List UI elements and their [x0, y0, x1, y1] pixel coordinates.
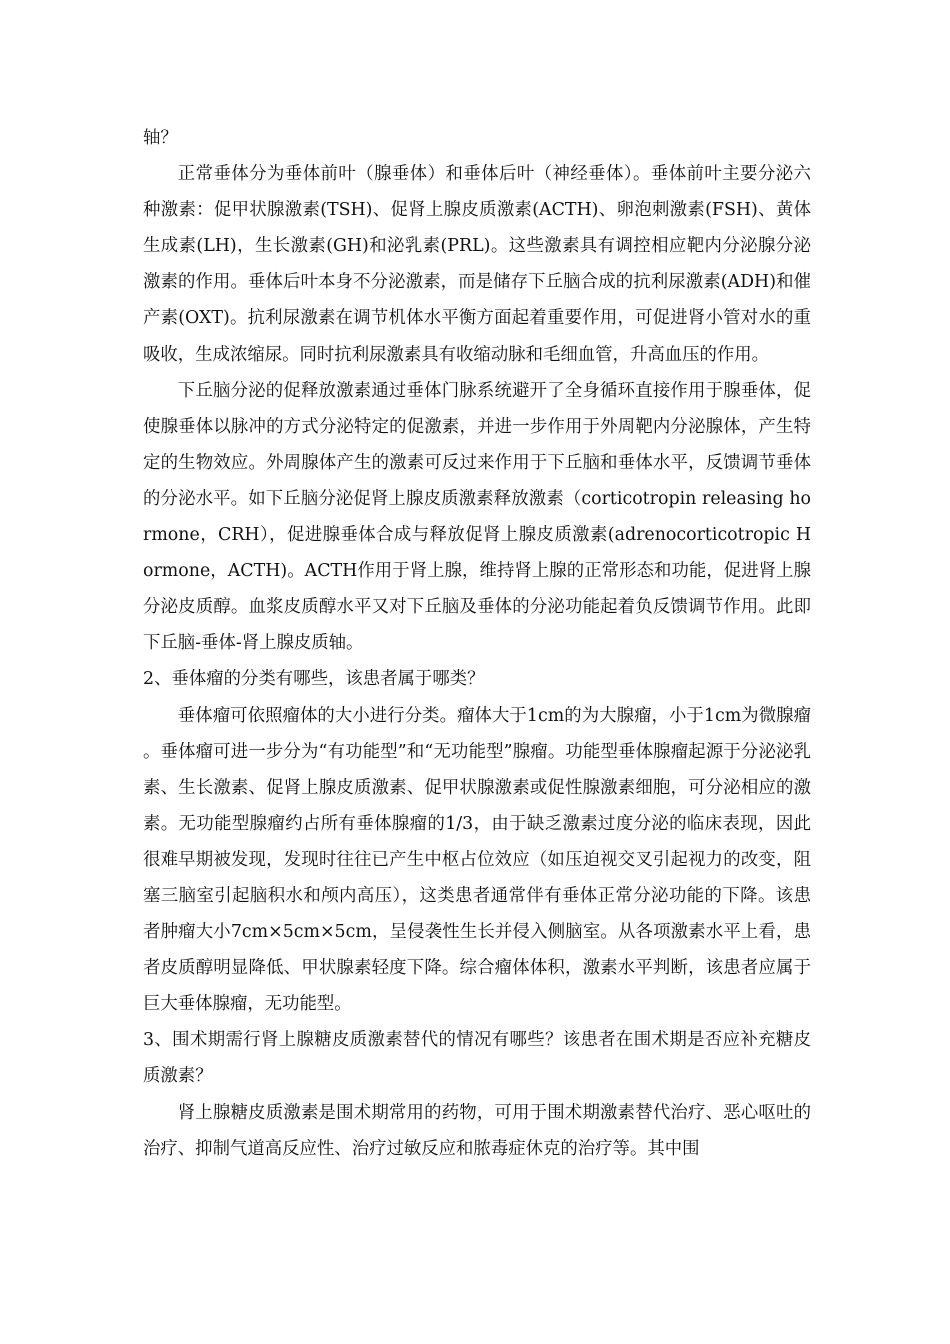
paragraph-glucocorticoids: 肾上腺糖皮质激素是围术期常用的药物，可用于围术期激素替代治疗、恶心呕吐的治疗、抑制气道高反应性、治疗过敏反应和脓毒症休克的治疗等。其中围	[143, 1102, 811, 1159]
paragraph-pituitary-hormones: 正常垂体分为垂体前叶（腺垂体）和垂体后叶（神经垂体）。垂体前叶主要分泌六种激素：促甲状腺激素(TSH)、促肾上腺皮质激素(ACTH)、卵泡刺激素(FSH)、黄体生成素(LH)，生长激素(GH)和泌乳素(PRL)。这些激素具有调控相应靶内分泌腺分泌激素的作用。垂体后叶本身不分泌激素，而是储存下丘脑合成的抗利尿激素(ADH)和催产素(OXT)。抗利尿激素在调节机体水平衡方面起着重要作用，可促进肾小管对水的重吸收，生成浓缩尿。同时抗利尿激素具有收缩动脉和毛细血管，升高血压的作用。	[143, 164, 811, 365]
question-heading-3: 3、围术期需行肾上腺糖皮质激素替代的情况有哪些？该患者在围术期是否应补充糖皮质激素？	[143, 1030, 811, 1087]
paragraph-fragment: 轴？	[143, 128, 178, 148]
question-heading-2: 2、垂体瘤的分类有哪些，该患者属于哪类？	[143, 669, 485, 690]
document-body	[143, 120, 811, 1167]
paragraph-hypothalamic-axis: 下丘脑分泌的促释放激素通过垂体门脉系统避开了全身循环直接作用于腺垂体，促使腺垂体以脉冲的方式分泌特定的促激素，并进一步作用于外周靶内分泌腺体，产生特定的生物效应。外周腺体产生的激素可反过来作用于下丘脑和垂体水平，反馈调节垂体的分泌水平。如下丘脑分泌促肾上腺皮质激素释放激素（corticotropin releasing hormone，CRH），促进腺垂体合成与释放促肾上腺皮质激素(adrenocorticotropic Hormone，ACTH)。ACTH作用于肾上腺，维持肾上腺的正常形态和功能，促进肾上腺分泌皮质醇。血浆皮质醇水平又对下丘脑及垂体的分泌功能起着负反馈调节作用。此即下丘脑-垂体-肾上腺皮质轴。	[143, 380, 811, 654]
paragraph-tumor-classification: 垂体瘤可依照瘤体的大小进行分类。瘤体大于1cm的为大腺瘤，小于1cm为微腺瘤。垂体瘤可进一步分为“有功能型”和“无功能型”腺瘤。功能型垂体腺瘤起源于分泌泌乳素、生长激素、促肾上腺皮质激素、促甲状腺激素或促性腺激素细胞，可分泌相应的激素。无功能型腺瘤约占所有垂体腺瘤的1/3，由于缺乏激素过度分泌的临床表现，因此很难早期被发现，发现时往往已产生中枢占位效应（如压迫视交叉引起视力的改变，阻塞三脑室引起脑积水和颅内高压），这类患者通常伴有垂体正常分泌功能的下降。该患者肿瘤大小7cm×5cm×5cm，呈侵袭性生长并侵入侧脑室。从各项激素水平上看，患者皮质醇明显降低、甲状腺素轻度下降。综合瘤体体积，激素水平判断，该患者应属于巨大垂体腺瘤，无功能型。	[143, 705, 811, 1015]
